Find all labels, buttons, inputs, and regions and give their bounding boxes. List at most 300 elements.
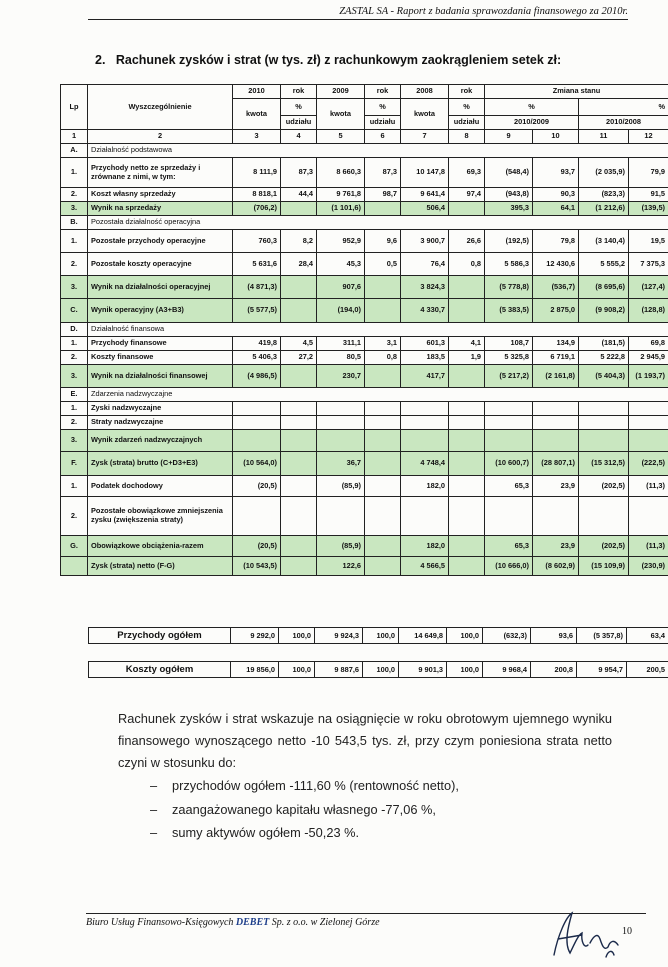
table-cell: (85,9) bbox=[317, 536, 365, 557]
table-cell: (128,8) bbox=[629, 299, 668, 323]
summary-cell: 100,0 bbox=[447, 628, 483, 644]
table-cell: 0,8 bbox=[365, 351, 401, 365]
row-description: Wynik zdarzeń nadzwyczajnych bbox=[88, 430, 233, 452]
table-cell: 5 555,2 bbox=[579, 253, 629, 276]
bullet-list bbox=[150, 774, 459, 845]
row-lp: 1. bbox=[61, 402, 88, 416]
table-cell: 417,7 bbox=[401, 365, 449, 388]
row-description: Podatek dochodowy bbox=[88, 476, 233, 497]
table-cell bbox=[533, 497, 579, 536]
table-cell: 182,0 bbox=[401, 536, 449, 557]
table-cell: 760,3 bbox=[233, 230, 281, 253]
table-cell: (85,9) bbox=[317, 476, 365, 497]
table-cell bbox=[365, 452, 401, 476]
summary-costs-table bbox=[88, 661, 668, 678]
table-cell: 5 586,3 bbox=[485, 253, 533, 276]
table-cell bbox=[449, 416, 485, 430]
table-cell bbox=[629, 416, 668, 430]
row-description: Pozostałe przychody operacyjne bbox=[88, 230, 233, 253]
table-cell bbox=[401, 416, 449, 430]
table-cell bbox=[449, 276, 485, 299]
summary-cell: 9 968,4 bbox=[483, 662, 531, 678]
table-cell: 5 631,6 bbox=[233, 253, 281, 276]
column-number: 2 bbox=[88, 130, 233, 144]
table-cell bbox=[629, 430, 668, 452]
table-cell: 2 875,0 bbox=[533, 299, 579, 323]
header-kwota: kwota bbox=[317, 99, 365, 130]
table-cell: 80,5 bbox=[317, 351, 365, 365]
row-lp: 3. bbox=[61, 276, 88, 299]
table-cell: (181,5) bbox=[579, 337, 629, 351]
table-cell: 601,3 bbox=[401, 337, 449, 351]
table-cell: (10 600,7) bbox=[485, 452, 533, 476]
table-cell: 506,4 bbox=[401, 202, 449, 216]
table-cell: 9 761,8 bbox=[317, 188, 365, 202]
table-cell: (8 602,9) bbox=[533, 557, 579, 576]
table-cell: 8 818,1 bbox=[233, 188, 281, 202]
table-cell: 36,7 bbox=[317, 452, 365, 476]
header-year-2008: 2008 bbox=[401, 85, 449, 99]
table-cell: (1 101,6) bbox=[317, 202, 365, 216]
table-cell bbox=[485, 402, 533, 416]
table-cell: 9,6 bbox=[365, 230, 401, 253]
table-cell bbox=[449, 476, 485, 497]
column-number: 1 bbox=[61, 130, 88, 144]
table-cell bbox=[579, 402, 629, 416]
table-cell bbox=[233, 497, 281, 536]
table-cell: 183,5 bbox=[401, 351, 449, 365]
table-cell bbox=[579, 416, 629, 430]
table-cell: (9 908,2) bbox=[579, 299, 629, 323]
row-description: Wynik na działalności operacyjnej bbox=[88, 276, 233, 299]
row-lp: 2. bbox=[61, 188, 88, 202]
summary-cell: 63,4 bbox=[627, 628, 668, 644]
row-lp: F. bbox=[61, 452, 88, 476]
table-cell: 65,3 bbox=[485, 476, 533, 497]
column-number: 10 bbox=[533, 130, 579, 144]
table-cell bbox=[281, 476, 317, 497]
page-number: 10 bbox=[622, 926, 632, 937]
column-number: 5 bbox=[317, 130, 365, 144]
table-row bbox=[61, 476, 668, 497]
table-cell bbox=[629, 402, 668, 416]
table-cell bbox=[233, 416, 281, 430]
table-cell bbox=[281, 365, 317, 388]
table-cell: 8,2 bbox=[281, 230, 317, 253]
row-description: Obowiązkowe obciążenia-razem bbox=[88, 536, 233, 557]
table-cell bbox=[281, 202, 317, 216]
table-cell: (536,7) bbox=[533, 276, 579, 299]
table-cell: 0,8 bbox=[449, 253, 485, 276]
table-cell: 182,0 bbox=[401, 476, 449, 497]
table-cell bbox=[449, 202, 485, 216]
table-cell: (192,5) bbox=[485, 230, 533, 253]
table-cell bbox=[629, 497, 668, 536]
table-cell: 87,3 bbox=[281, 158, 317, 188]
table-cell bbox=[449, 452, 485, 476]
row-lp: 2. bbox=[61, 253, 88, 276]
table-cell: 311,1 bbox=[317, 337, 365, 351]
table-cell bbox=[579, 497, 629, 536]
row-lp: 1. bbox=[61, 230, 88, 253]
footer-prefix: Biuro Usług Finansowo-Księgowych bbox=[86, 917, 236, 928]
table-cell: 8 111,9 bbox=[233, 158, 281, 188]
row-lp bbox=[61, 557, 88, 576]
table-row bbox=[61, 230, 668, 253]
section-title: 2. Rachunek zysków i strat (w tys. zł) z rachunkowym zaokrągleniem setek zł: bbox=[95, 53, 562, 67]
table-cell: (15 312,5) bbox=[579, 452, 629, 476]
table-cell: 419,8 bbox=[233, 337, 281, 351]
row-description: Zysk (strata) netto (F-G) bbox=[88, 557, 233, 576]
table-cell bbox=[281, 497, 317, 536]
table-row bbox=[61, 388, 668, 402]
column-number: 7 bbox=[401, 130, 449, 144]
footer-brand: DEBET bbox=[235, 917, 270, 928]
table-cell bbox=[485, 430, 533, 452]
table-row bbox=[61, 323, 668, 337]
table-cell bbox=[365, 497, 401, 536]
row-lp: A. bbox=[61, 144, 88, 158]
table-cell bbox=[365, 402, 401, 416]
table-cell bbox=[317, 430, 365, 452]
table-cell: (10 564,0) bbox=[233, 452, 281, 476]
table-row bbox=[61, 452, 668, 476]
summary-cell: 100,0 bbox=[447, 662, 483, 678]
table-cell: 5 406,3 bbox=[233, 351, 281, 365]
table-cell: 134,9 bbox=[533, 337, 579, 351]
table-cell bbox=[449, 299, 485, 323]
bullet-dash: – bbox=[150, 778, 158, 793]
row-description: Przychody finansowe bbox=[88, 337, 233, 351]
table-cell bbox=[449, 365, 485, 388]
row-description: Zysk (strata) brutto (C+D3+E3) bbox=[88, 452, 233, 476]
table-cell bbox=[449, 536, 485, 557]
table-cell: 91,5 bbox=[629, 188, 668, 202]
table-cell: 23,9 bbox=[533, 476, 579, 497]
table-cell: 4,1 bbox=[449, 337, 485, 351]
table-cell: 23,9 bbox=[533, 536, 579, 557]
table-cell: 3,1 bbox=[365, 337, 401, 351]
table-cell bbox=[281, 402, 317, 416]
table-cell: 98,7 bbox=[365, 188, 401, 202]
table-row bbox=[61, 430, 668, 452]
header-udzialu: udziału bbox=[449, 116, 485, 130]
row-lp: 2. bbox=[61, 351, 88, 365]
table-row bbox=[61, 497, 668, 536]
table-cell: 76,4 bbox=[401, 253, 449, 276]
table-cell: 69,8 bbox=[629, 337, 668, 351]
table-cell: (4 986,5) bbox=[233, 365, 281, 388]
row-description: Zdarzenia nadzwyczajne bbox=[88, 388, 668, 402]
row-lp: 2. bbox=[61, 416, 88, 430]
header-pct: % bbox=[485, 99, 579, 116]
table-cell: 395,3 bbox=[485, 202, 533, 216]
table-cell: (1 193,7) bbox=[629, 365, 668, 388]
header-kwota: kwota bbox=[233, 99, 281, 130]
table-cell bbox=[281, 299, 317, 323]
summary-cell: 9 924,3 bbox=[315, 628, 363, 644]
summary-cell: 100,0 bbox=[363, 628, 399, 644]
table-cell: (5 577,5) bbox=[233, 299, 281, 323]
table-row bbox=[61, 144, 668, 158]
summary-row-costs bbox=[89, 662, 668, 678]
row-description: Pozostałe obowiązkowe zmniejszenia zysku (zwiększenia straty) bbox=[88, 497, 233, 536]
row-lp: B. bbox=[61, 216, 88, 230]
header-lp: Lp bbox=[61, 85, 88, 130]
header-rok: rok bbox=[365, 85, 401, 99]
row-lp: 2. bbox=[61, 497, 88, 536]
table-row bbox=[61, 402, 668, 416]
table-cell: (548,4) bbox=[485, 158, 533, 188]
table-cell: (3 140,4) bbox=[579, 230, 629, 253]
summary-row-revenue bbox=[89, 628, 668, 644]
table-cell: 122,6 bbox=[317, 557, 365, 576]
table-cell: 9 641,4 bbox=[401, 188, 449, 202]
column-number: 8 bbox=[449, 130, 485, 144]
table-cell: (10 666,0) bbox=[485, 557, 533, 576]
list-item bbox=[150, 798, 459, 822]
row-description: Wynik na działalności finansowej bbox=[88, 365, 233, 388]
table-cell: 79,9 bbox=[629, 158, 668, 188]
table-cell: (5 404,3) bbox=[579, 365, 629, 388]
table-cell bbox=[401, 430, 449, 452]
table-cell: 8 660,3 bbox=[317, 158, 365, 188]
table-cell: 27,2 bbox=[281, 351, 317, 365]
table-cell: 6 719,1 bbox=[533, 351, 579, 365]
table-cell: 5 325,8 bbox=[485, 351, 533, 365]
table-row bbox=[61, 299, 668, 323]
row-lp: 3. bbox=[61, 365, 88, 388]
table-cell: (5 217,2) bbox=[485, 365, 533, 388]
row-lp: G. bbox=[61, 536, 88, 557]
bullet-text: sumy aktywów ogółem -50,23 %. bbox=[172, 825, 360, 840]
summary-cell: 93,6 bbox=[531, 628, 577, 644]
summary-cell: 9 901,3 bbox=[399, 662, 447, 678]
row-description: Przychody netto ze sprzedaży i zrównane z nimi, w tym: bbox=[88, 158, 233, 188]
header-period-2010-2008: 2010/2008 bbox=[579, 116, 668, 130]
table-cell: 87,3 bbox=[365, 158, 401, 188]
table-cell: 4 330,7 bbox=[401, 299, 449, 323]
summary-paragraph: Rachunek zysków i strat wskazuje na osiągnięcie w roku obrotowym ujemnego wyniku finansowego wynoszącego netto -10 543,5 tys. zł, przy czym poniesiona strata netto czyni w stosunku do: bbox=[118, 711, 612, 770]
table-cell bbox=[485, 416, 533, 430]
table-cell: (2 035,9) bbox=[579, 158, 629, 188]
table-cell: 3 824,3 bbox=[401, 276, 449, 299]
header-change: Zmiana stanu bbox=[485, 85, 668, 99]
table-cell: (5 778,8) bbox=[485, 276, 533, 299]
column-number: 6 bbox=[365, 130, 401, 144]
table-cell bbox=[365, 416, 401, 430]
header-pct: % bbox=[365, 99, 401, 116]
row-description: Koszt własny sprzedaży bbox=[88, 188, 233, 202]
table-cell: 45,3 bbox=[317, 253, 365, 276]
column-number: 11 bbox=[579, 130, 629, 144]
table-row bbox=[61, 351, 668, 365]
bullet-text: przychodów ogółem -111,60 % (rentowność netto), bbox=[172, 778, 459, 793]
header-udzialu: udziału bbox=[281, 116, 317, 130]
table-cell: 4 566,5 bbox=[401, 557, 449, 576]
table-cell: 907,6 bbox=[317, 276, 365, 299]
table-cell: (15 109,9) bbox=[579, 557, 629, 576]
table-cell bbox=[281, 536, 317, 557]
table-cell: 19,5 bbox=[629, 230, 668, 253]
row-description: Straty nadzwyczajne bbox=[88, 416, 233, 430]
table-cell: (10 543,5) bbox=[233, 557, 281, 576]
header-pct: % bbox=[579, 99, 668, 116]
table-cell bbox=[449, 402, 485, 416]
table-cell bbox=[365, 536, 401, 557]
table-cell: (20,5) bbox=[233, 476, 281, 497]
table-cell bbox=[317, 416, 365, 430]
column-number: 12 bbox=[629, 130, 668, 144]
header-kwota: kwota bbox=[401, 99, 449, 130]
table-row bbox=[61, 337, 668, 351]
list-item bbox=[150, 774, 459, 798]
row-description: Wynik operacyjny (A3+B3) bbox=[88, 299, 233, 323]
table-cell bbox=[449, 497, 485, 536]
row-lp: D. bbox=[61, 323, 88, 337]
table-cell bbox=[365, 299, 401, 323]
row-description: Pozostała działalność operacyjna bbox=[88, 216, 668, 230]
table-cell: 79,8 bbox=[533, 230, 579, 253]
table-cell bbox=[365, 430, 401, 452]
table-cell: (230,9) bbox=[629, 557, 668, 576]
header-description: Wyszczególnienie bbox=[88, 85, 233, 130]
table-row bbox=[61, 536, 668, 557]
summary-cell: 100,0 bbox=[279, 628, 315, 644]
header-rok: rok bbox=[281, 85, 317, 99]
table-cell: 64,1 bbox=[533, 202, 579, 216]
summary-cell: 9 292,0 bbox=[231, 628, 279, 644]
table-cell: (706,2) bbox=[233, 202, 281, 216]
table-row bbox=[61, 276, 668, 299]
table-cell bbox=[365, 476, 401, 497]
table-cell bbox=[365, 202, 401, 216]
table-row bbox=[61, 202, 668, 216]
table-cell: 2 945,9 bbox=[629, 351, 668, 365]
summary-cell: 14 649,8 bbox=[399, 628, 447, 644]
table-cell: 65,3 bbox=[485, 536, 533, 557]
bullet-dash: – bbox=[150, 801, 158, 817]
table-cell: 1,9 bbox=[449, 351, 485, 365]
table-cell bbox=[317, 497, 365, 536]
summary-label: Przychody ogółem bbox=[89, 628, 231, 644]
row-description: Koszty finansowe bbox=[88, 351, 233, 365]
summary-label: Koszty ogółem bbox=[89, 662, 231, 678]
table-cell: (2 161,8) bbox=[533, 365, 579, 388]
row-description: Działalność podstawowa bbox=[88, 144, 668, 158]
header-year-2009: 2009 bbox=[317, 85, 365, 99]
table-cell: 4,5 bbox=[281, 337, 317, 351]
table-cell bbox=[365, 276, 401, 299]
table-cell bbox=[365, 557, 401, 576]
table-cell bbox=[401, 402, 449, 416]
table-cell: (8 695,6) bbox=[579, 276, 629, 299]
table-cell: 4 748,4 bbox=[401, 452, 449, 476]
table-cell bbox=[533, 416, 579, 430]
row-description: Zyski nadzwyczajne bbox=[88, 402, 233, 416]
table-cell: 952,9 bbox=[317, 230, 365, 253]
table-cell: 26,6 bbox=[449, 230, 485, 253]
table-row bbox=[61, 216, 668, 230]
column-number: 4 bbox=[281, 130, 317, 144]
table-row bbox=[61, 557, 668, 576]
column-number: 3 bbox=[233, 130, 281, 144]
table-cell bbox=[317, 402, 365, 416]
table-cell: 90,3 bbox=[533, 188, 579, 202]
table-cell: (127,4) bbox=[629, 276, 668, 299]
table-cell bbox=[365, 365, 401, 388]
row-lp: 3. bbox=[61, 202, 88, 216]
header-udzialu: udziału bbox=[365, 116, 401, 130]
table-cell bbox=[281, 557, 317, 576]
table-cell: (823,3) bbox=[579, 188, 629, 202]
summary-cell: (5 357,8) bbox=[577, 628, 627, 644]
table-cell: 0,5 bbox=[365, 253, 401, 276]
table-cell: (222,5) bbox=[629, 452, 668, 476]
row-description: Działalność finansowa bbox=[88, 323, 668, 337]
table-cell: 69,3 bbox=[449, 158, 485, 188]
row-lp: 1. bbox=[61, 158, 88, 188]
handwritten-signature bbox=[548, 905, 628, 965]
table-cell: (20,5) bbox=[233, 536, 281, 557]
header-period-2010-2009: 2010/2009 bbox=[485, 116, 579, 130]
list-item bbox=[150, 821, 459, 845]
table-cell bbox=[449, 430, 485, 452]
table-cell bbox=[579, 430, 629, 452]
table-cell: (5 383,5) bbox=[485, 299, 533, 323]
row-lp: 1. bbox=[61, 337, 88, 351]
row-lp: 3. bbox=[61, 430, 88, 452]
table-cell: 5 222,8 bbox=[579, 351, 629, 365]
table-row bbox=[61, 158, 668, 188]
header-pct: % bbox=[449, 99, 485, 116]
summary-revenue-table bbox=[88, 627, 668, 644]
summary-cell: 100,0 bbox=[279, 662, 315, 678]
table-cell bbox=[533, 402, 579, 416]
table-cell: 7 375,3 bbox=[629, 253, 668, 276]
table-cell bbox=[485, 497, 533, 536]
row-description: Wynik na sprzedaży bbox=[88, 202, 233, 216]
table-row bbox=[61, 365, 668, 388]
summary-cell: 100,0 bbox=[363, 662, 399, 678]
table-cell: 97,4 bbox=[449, 188, 485, 202]
table-cell bbox=[281, 452, 317, 476]
column-number: 9 bbox=[485, 130, 533, 144]
row-lp: E. bbox=[61, 388, 88, 402]
table-cell: 3 900,7 bbox=[401, 230, 449, 253]
table-cell: 93,7 bbox=[533, 158, 579, 188]
table-cell: (194,0) bbox=[317, 299, 365, 323]
table-cell bbox=[233, 430, 281, 452]
table-cell: 10 147,8 bbox=[401, 158, 449, 188]
table-cell bbox=[281, 430, 317, 452]
table-cell bbox=[281, 416, 317, 430]
summary-cell: (632,3) bbox=[483, 628, 531, 644]
table-cell: (1 212,6) bbox=[579, 202, 629, 216]
table-cell: (11,3) bbox=[629, 536, 668, 557]
table-cell bbox=[401, 497, 449, 536]
table-cell: (202,5) bbox=[579, 536, 629, 557]
table-cell: 12 430,6 bbox=[533, 253, 579, 276]
summary-cell: 19 856,0 bbox=[231, 662, 279, 678]
bullet-text: zaangażowanego kapitału własnego -77,06 %, bbox=[172, 801, 436, 817]
table-row bbox=[61, 416, 668, 430]
table-cell bbox=[449, 557, 485, 576]
table-cell: (943,8) bbox=[485, 188, 533, 202]
table-cell: (202,5) bbox=[579, 476, 629, 497]
table-cell: (4 871,3) bbox=[233, 276, 281, 299]
header-year-2010: 2010 bbox=[233, 85, 281, 99]
